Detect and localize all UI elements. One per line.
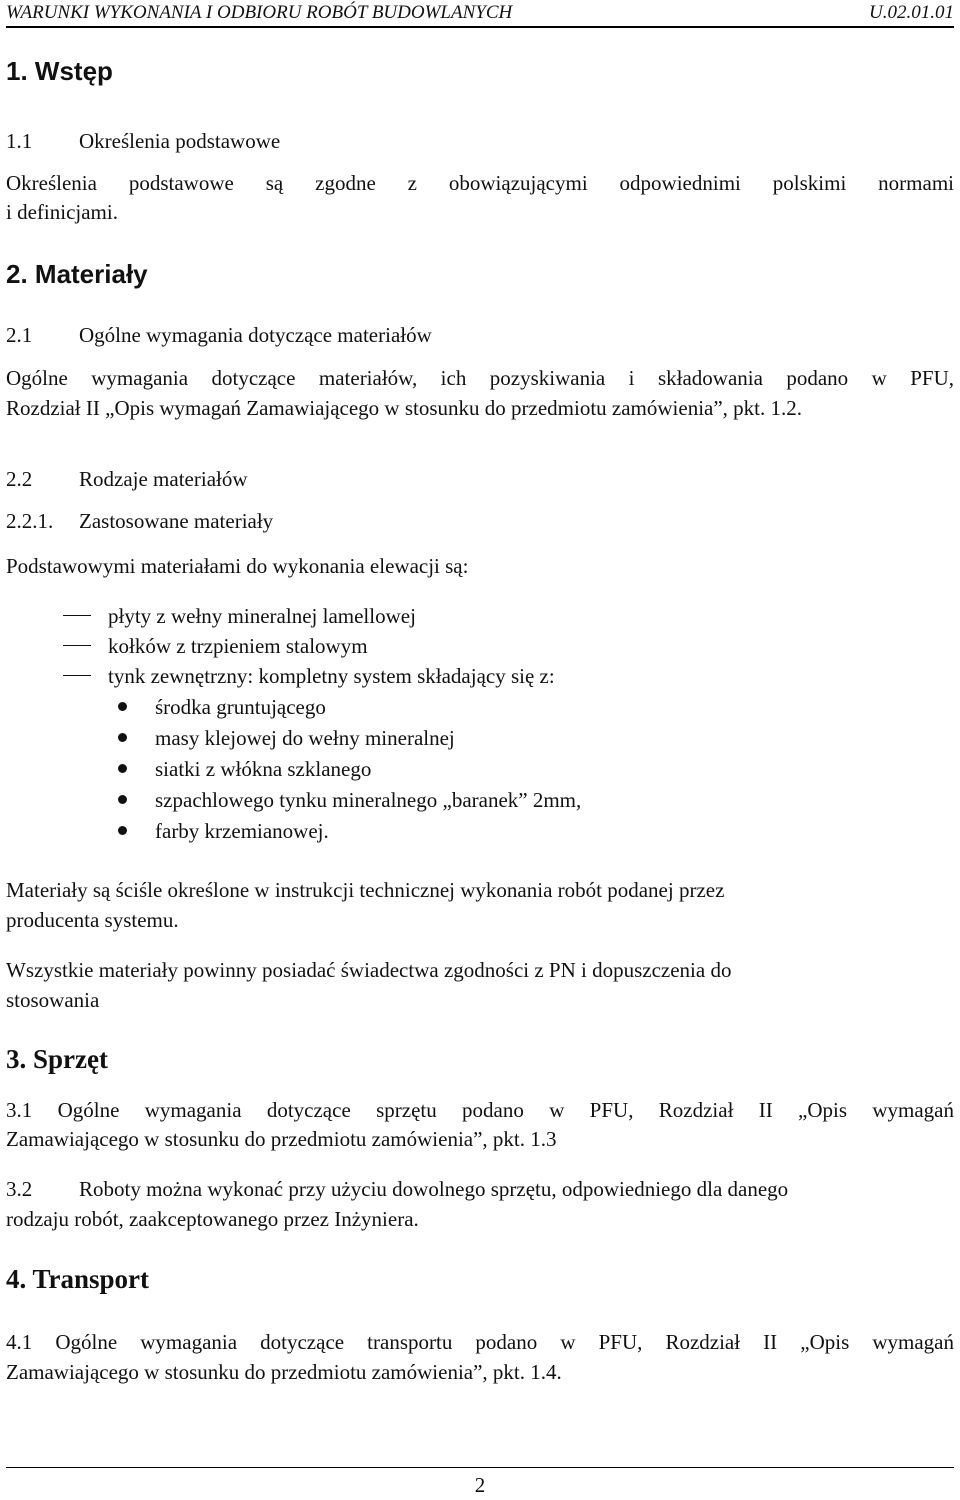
paragraph-line: Materiały są ściśle określone w instrukcji technicznej wykonania robót podanej przez	[6, 878, 725, 902]
paragraph-line: stosowania	[6, 988, 100, 1012]
list-item-text: kołków z trzpieniem stalowym	[108, 634, 368, 658]
paragraph-line: Określenia podstawowe są zgodne z obowiązującymi odpowiednimi polskimi normami	[6, 171, 954, 195]
paragraph-line: Ogólne wymagania dotyczące materiałów, ich pozyskiwania i składowania podano w PFU,	[6, 366, 954, 390]
paragraph-line: producenta systemu.	[6, 908, 179, 932]
bullet-icon	[118, 795, 127, 804]
header-title: WARUNKI WYKONANIA I ODBIORU ROBÓT BUDOWLANYCH	[6, 2, 513, 23]
paragraph-line: Wszystkie materiały powinny posiadać świadectwa zgodności z PN i dopuszczenia do	[6, 958, 732, 982]
paragraph-line: rodzaju robót, zaakceptowanego przez Inżyniera.	[6, 1207, 419, 1231]
header-code: U.02.01.01	[869, 2, 954, 23]
subsection-number: 2.2.1.	[6, 509, 54, 533]
section-4-heading: 4. Transport	[6, 1264, 150, 1294]
paragraph-line: 4.1 Ogólne wymagania dotyczące transportu podano w PFU, Rozdział II „Opis wymagań	[6, 1330, 954, 1354]
subsection-title: Ogólne wymagania dotyczące materiałów	[79, 323, 432, 347]
bullet-icon	[118, 733, 127, 742]
subsection-2-2-heading	[6, 464, 954, 494]
subsection-1-1-heading	[6, 126, 954, 156]
list-item-text: płyty z wełny mineralnej lamellowej	[108, 604, 416, 628]
paragraph-line	[6, 1174, 954, 1204]
list-item-text: farby krzemianowej.	[155, 819, 329, 843]
section-1-heading: 1. Wstęp	[6, 56, 113, 86]
paragraph-line: 3.1 Ogólne wymagania dotyczące sprzętu podano w PFU, Rozdział II „Opis wymagań	[6, 1098, 954, 1122]
list-item-text: siatki z włókna szklanego	[155, 757, 372, 781]
dash-icon	[63, 675, 91, 676]
paragraph-number: 3.2	[6, 1177, 33, 1201]
paragraph-line: Zamawiającego w stosunku do przedmiotu zamówienia”, pkt. 1.4.	[6, 1360, 562, 1384]
list-intro: Podstawowymi materiałami do wykonania elewacji są:	[6, 554, 469, 578]
running-header	[6, 0, 954, 28]
section-3-heading: 3. Sprzęt	[6, 1044, 108, 1074]
bullet-icon	[118, 764, 127, 773]
list-item-text: tynk zewnętrzny: kompletny system składający się z:	[108, 664, 555, 688]
bullet-icon	[118, 702, 127, 711]
list-item-text: masy klejowej do wełny mineralnej	[155, 726, 455, 750]
subsection-title: Określenia podstawowe	[79, 129, 281, 153]
subsection-number: 2.2	[6, 467, 33, 491]
paragraph-line: Zamawiającego w stosunku do przedmiotu zamówienia”, pkt. 1.3	[6, 1127, 557, 1151]
subsection-2-2-1-heading	[6, 506, 954, 536]
subsection-2-1-heading	[6, 320, 954, 350]
subsection-number: 1.1	[6, 129, 33, 153]
paragraph-line: i definicjami.	[6, 200, 118, 224]
list-item-text: środka gruntującego	[155, 695, 326, 719]
dash-icon	[63, 615, 91, 616]
paragraph-line: Rozdział II „Opis wymagań Zamawiającego w stosunku do przedmiotu zamówienia”, pkt. 1.2.	[6, 396, 803, 420]
subsection-number: 2.1	[6, 323, 33, 347]
dash-icon	[63, 645, 91, 646]
subsection-title: Rodzaje materiałów	[79, 467, 248, 491]
page-number: 2	[474, 1473, 486, 1497]
subsection-title: Zastosowane materiały	[79, 509, 274, 533]
footer-divider	[6, 1467, 954, 1468]
paragraph-text: Roboty można wykonać przy użyciu dowolnego sprzętu, odpowiedniego dla danego	[79, 1177, 789, 1201]
bullet-icon	[118, 826, 127, 835]
section-2-heading: 2. Materiały	[6, 259, 148, 289]
list-item-text: szpachlowego tynku mineralnego „baranek” 2mm,	[155, 788, 582, 812]
